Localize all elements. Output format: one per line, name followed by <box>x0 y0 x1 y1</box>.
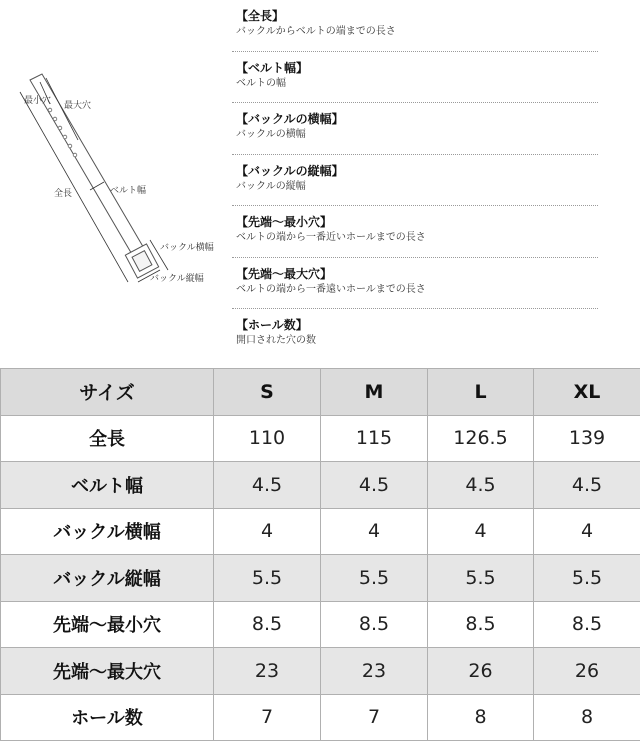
table-cell: 4.5 <box>534 462 640 509</box>
definition-item <box>232 103 598 155</box>
table-row <box>1 648 640 695</box>
row-label: バックル縦幅 <box>1 555 214 602</box>
table-header-row <box>1 369 640 416</box>
size-header-l: L <box>428 369 534 416</box>
diagram-buckle-width-label: バックル横幅 <box>160 243 214 253</box>
definition-title: 【バックルの縦幅】 <box>236 163 344 178</box>
definition-item <box>232 0 598 52</box>
table-cell: 126.5 <box>428 415 534 462</box>
table-cell: 115 <box>321 415 428 462</box>
table-cell: 5.5 <box>214 555 321 602</box>
table-cell: 8.5 <box>534 601 640 648</box>
definition-item <box>232 155 598 207</box>
table-row <box>1 601 640 648</box>
table-cell: 8 <box>428 694 534 741</box>
belt-illustration <box>0 0 232 360</box>
definition-item <box>232 206 598 258</box>
table-cell: 8 <box>534 694 640 741</box>
table-cell: 4 <box>534 508 640 555</box>
size-corner-header: サイズ <box>1 369 214 416</box>
table-cell: 4.5 <box>428 462 534 509</box>
table-cell: 7 <box>214 694 321 741</box>
definition-desc: バックルの縦幅 <box>236 180 306 192</box>
definition-item <box>232 52 598 104</box>
definition-title: 【先端～最小穴】 <box>236 215 333 229</box>
definition-title: 【ベルト幅】 <box>236 60 309 75</box>
belt-diagram <box>0 0 232 360</box>
table-cell: 4 <box>214 508 321 555</box>
definition-title: 【ホール数】 <box>236 318 308 332</box>
table-cell: 8.5 <box>428 601 534 648</box>
table-cell: 26 <box>428 648 534 695</box>
row-label: バックル横幅 <box>1 508 214 555</box>
diagram-buckle-height-label: バックル縦幅 <box>150 274 204 284</box>
table-row <box>1 415 640 462</box>
table-cell: 5.5 <box>534 555 640 602</box>
row-label: 全長 <box>1 415 214 462</box>
size-header-xl: XL <box>534 369 640 416</box>
diagram-min-hole-label: 最小穴 <box>24 96 52 106</box>
size-table <box>0 368 640 741</box>
definition-title: 【先端～最大穴】 <box>236 266 333 281</box>
table-cell: 5.5 <box>428 555 534 602</box>
row-label: ホール数 <box>1 694 214 741</box>
table-row <box>1 508 640 555</box>
definition-desc: ベルトの端から一番近いホールまでの長さ <box>236 232 426 243</box>
diagram-max-hole-label: 最大穴 <box>64 101 92 111</box>
table-cell: 139 <box>534 415 640 462</box>
row-label: 先端～最大穴 <box>1 648 214 695</box>
definition-list <box>232 0 598 361</box>
size-header-s: S <box>214 369 321 416</box>
definition-desc: 開口された穴の数 <box>236 335 316 346</box>
definition-item <box>232 258 598 310</box>
definition-title: 【全長】 <box>236 9 285 23</box>
table-cell: 7 <box>321 694 428 741</box>
table-cell: 26 <box>534 648 640 695</box>
definition-title: 【バックルの横幅】 <box>236 112 344 126</box>
diagram-belt-width-label: ベルト幅 <box>110 186 147 196</box>
table-row <box>1 462 640 509</box>
diagram-total-label: 全長 <box>54 189 73 199</box>
table-cell: 23 <box>214 648 321 695</box>
definition-desc: バックルからベルトの端までの長さ <box>236 26 396 37</box>
table-cell: 23 <box>321 648 428 695</box>
table-cell: 4.5 <box>214 462 321 509</box>
row-label: ベルト幅 <box>1 462 214 509</box>
size-header-m: M <box>321 369 428 416</box>
definition-desc: ベルトの端から一番遠いホールまでの長さ <box>236 283 426 295</box>
table-cell: 4 <box>428 508 534 555</box>
table-cell: 5.5 <box>321 555 428 602</box>
table-cell: 110 <box>214 415 321 462</box>
table-row <box>1 694 640 741</box>
definition-item <box>232 309 598 361</box>
row-label: 先端～最小穴 <box>1 601 214 648</box>
table-cell: 4 <box>321 508 428 555</box>
definition-desc: バックルの横幅 <box>236 129 306 140</box>
definition-desc: ベルトの幅 <box>236 77 286 89</box>
table-cell: 8.5 <box>321 601 428 648</box>
table-cell: 8.5 <box>214 601 321 648</box>
table-cell: 4.5 <box>321 462 428 509</box>
table-row <box>1 555 640 602</box>
